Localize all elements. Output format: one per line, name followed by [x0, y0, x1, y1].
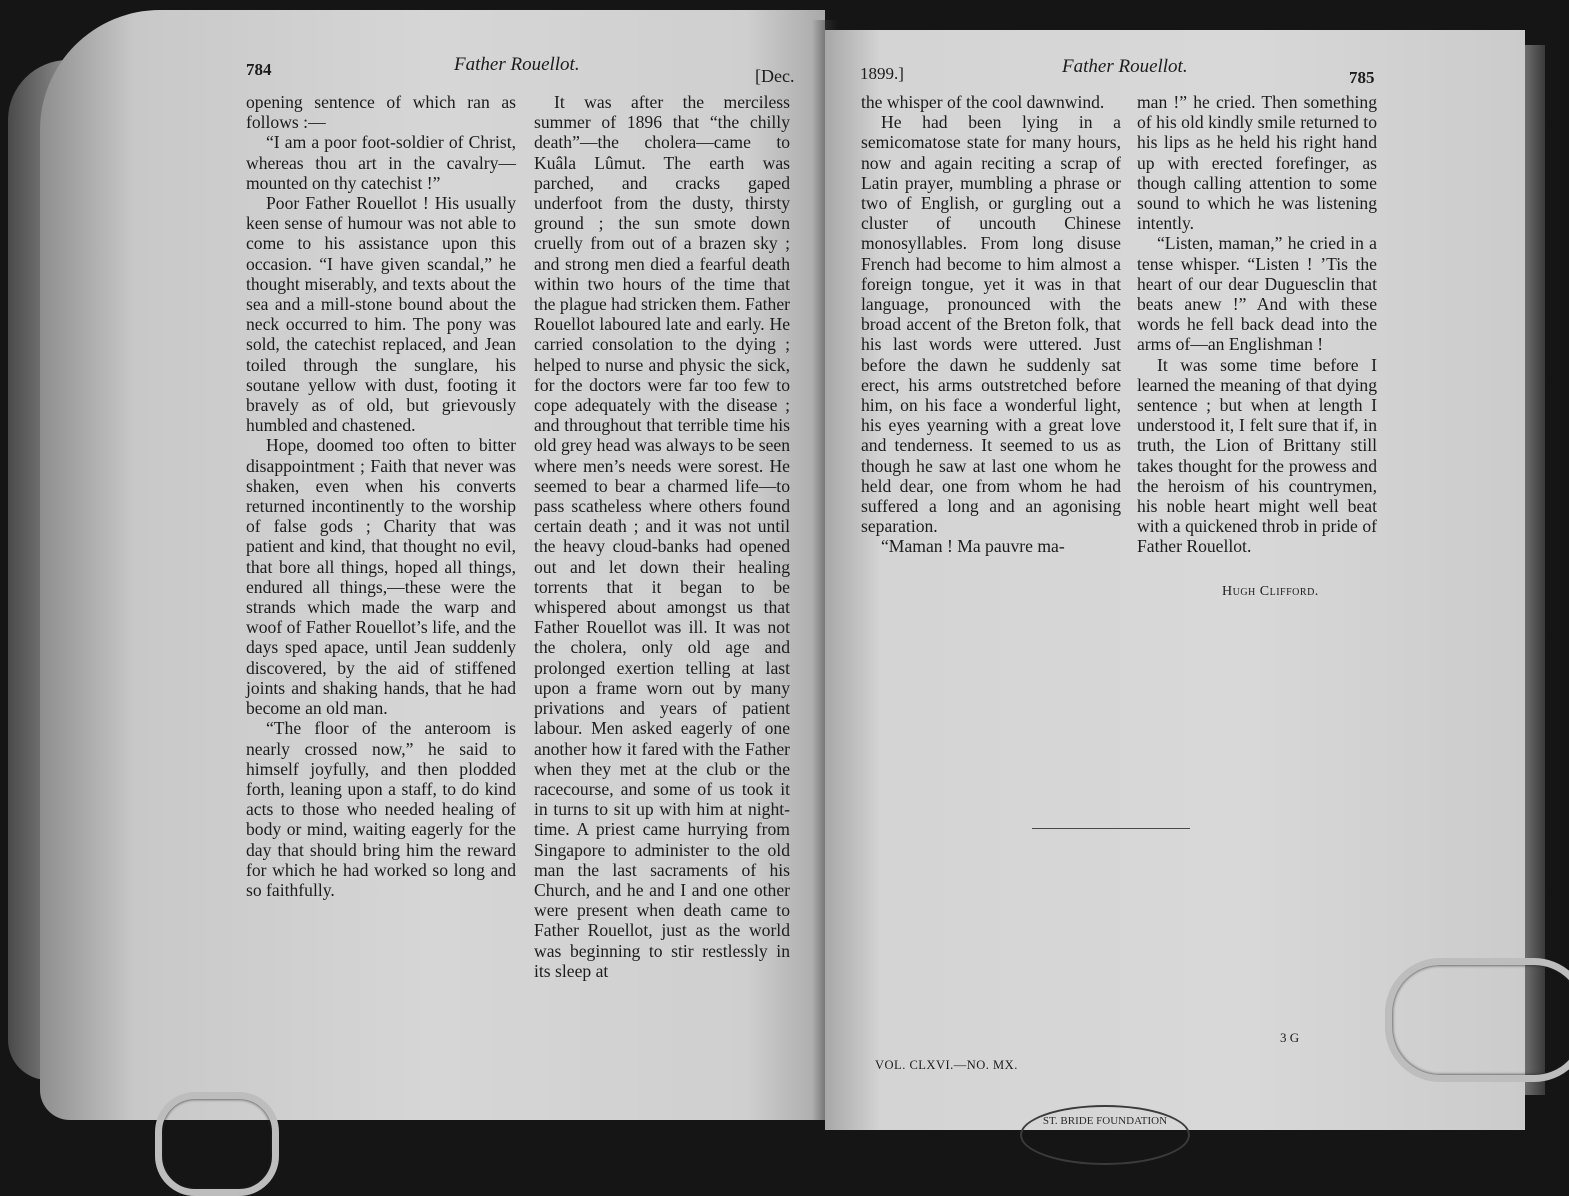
left-column-2: [534, 92, 790, 981]
paragraph: opening sentence of which ran as follows :—: [246, 92, 516, 133]
right-column-1: [861, 92, 1121, 557]
paragraph: “The floor of the anteroom is nearly crossed now,” he said to himself joyfully, and then plodded forth, leaning upon a staff, to do kind acts to those who needed healing of body or mind, waiting eagerly for the day that should bring him the reward for which he had worked so long and so faithfully.: [246, 718, 516, 900]
right-page-number: 785: [1349, 68, 1375, 87]
paragraph: man !” he cried. Then something of his old kindly smile returned to his lips as he held his right hand up with erected forefinger, as though calling attention to some sound to which he was listening intently.: [1137, 92, 1377, 234]
author-signature: Hugh Clifford.: [1222, 584, 1319, 599]
paragraph: the whisper of the cool dawnwind.: [861, 92, 1105, 112]
paragraph: He had been lying in a semicomatose state for many hours, now and again reciting a scrap of Latin prayer, mumbling a phrase or two of English, or gurgling out a cluster of uncouth Chinese monosyllables. From long disuse French had become to him almost a foreign tongue, yet it was in that language, pronounced with the broad accent of the Breton folk, that his last words were uttered. Just before the dawn he suddenly sat erect, his arms outstretched before him, on his face a wonderful light, his eyes yearning with a great love and tenderness. It seemed to us as though he saw at last one whom he held dear, one from whom he had suffered a long and an agonising separation.: [861, 112, 1121, 537]
paragraph: “Listen, maman,” he cried in a tense whisper. “Listen ! ’Tis the heart of our dear Duguesclin that beats anew !” And with these words he fell back dead into the arms of—an Englishman !: [1137, 233, 1377, 355]
right-column-2: [1137, 92, 1377, 557]
paragraph: “Maman ! Ma pauvre ma-: [881, 536, 1065, 557]
binder-clip-right: [1385, 958, 1569, 1082]
end-rule: [1032, 828, 1190, 829]
signature-mark: 3 G: [1280, 1030, 1300, 1045]
left-page: [40, 10, 825, 1120]
left-month: [Dec.: [755, 66, 795, 86]
left-page-number: 784: [246, 60, 272, 79]
paragraph: It was some time before I learned the meaning of that dying sentence ; but when at length I understood it, I felt sure that if, in truth, the Lion of Brittany still takes thought for the prowess and the heroism of his countrymen, his noble heart might well beat with a quickened throb in pride of Father Rouellot.: [1137, 354, 1377, 557]
paragraph: It was after the merciless summer of 1896 that “the chilly death”—the cholera—came to Kuâla Lûmut. The earth was parched, and cracks gaped underfoot from the dusty, thirsty ground ; the sun smote down cruelly from out of a brazen sky ; and strong men died a fearful death within two hours of the time that the plague had stricken them. Father Rouellot laboured late and early. He carried consolation to the dying ; helped to nurse and physic the sick, for the doctors were far too few to cope adequately with the disease ; and throughout that terrible time his old grey head was always to be seen where men’s needs were sorest. He seemed to bear a charmed life—to pass scatheless where others found certain death ; and it was not until the heavy cloud-banks had opened out and let down their healing torrents that it began to be whispered about amongst us that Father Rouellot was ill. It was not the cholera, only old age and prolonged exertion telling at last upon a frame worn out by many privations and years of patient labour. Men asked eagerly of one another how it fared with the Father when they met at the club or the racecourse, and some of us took it in turns to sit up with him at night-time. A priest came hurrying from Singapore to administer to the old man the last sacraments of his Church, and he and I and one other were present when death came to Father Rouellot, just as the world was beginning to stir restlessly in its sleep at: [534, 92, 791, 981]
left-running-title: Father Rouellot.: [454, 54, 580, 75]
right-running-title: Father Rouellot.: [1062, 56, 1188, 77]
right-year: 1899.]: [860, 64, 904, 83]
binder-clip-left: [155, 1092, 279, 1196]
paragraph: Hope, doomed too often to bitter disappointment ; Faith that never was shaken, even when his converts returned incontinently to the worship of false gods ; Charity that was patient and kind, that thought no evil, that bore all things, hoped all things, endured all things,—these were the strands which made the warp and woof of Father Rouellot’s life, and the days sped apace, until Jean suddenly discovered, by the aid of stiffened joints and shaking hands, that he had become an old man.: [246, 435, 516, 719]
library-stamp: ST. BRIDE FOUNDATION: [1020, 1105, 1190, 1165]
paragraph: “I am a poor foot-soldier of Christ, whereas thou art in the cavalry—mounted on thy catechist !”: [246, 132, 516, 193]
left-column-1: [246, 92, 516, 900]
paragraph: Poor Father Rouellot ! His usually keen sense of humour was not able to come to his assistance upon this occasion. “I have given scandal,” he thought miserably, and texts about the sea and a mill-stone bound about the neck occurred to him. The pony was sold, the catechist replaced, and Jean toiled through the sunglare, his soutane yellow with dust, footing it bravely as of old, but grievously humbled and chastened.: [246, 193, 516, 436]
volume-footer: VOL. CLXVI.—NO. MX.: [875, 1058, 1018, 1072]
